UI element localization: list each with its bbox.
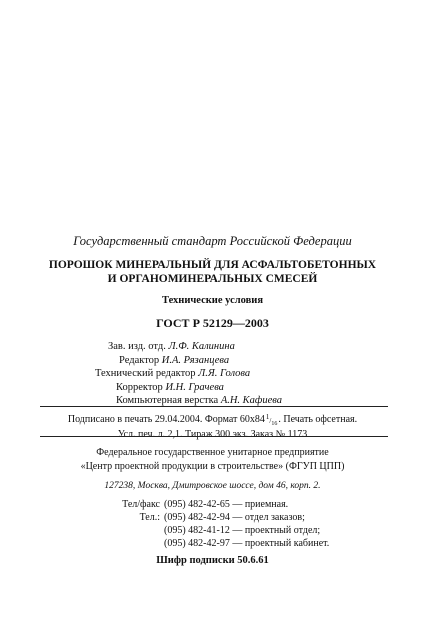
staff-name: Л.Я. Голова xyxy=(198,368,251,379)
divider-bottom xyxy=(40,436,388,437)
staff-name: И.Н. Грачева xyxy=(165,381,224,393)
print-signed-line xyxy=(0,414,425,427)
print-run-line: Усл. печ. л. 2,1. Тираж 300 экз. Заказ № 1173 xyxy=(117,429,308,440)
gost-number: ГОСТ Р 52129—2003 xyxy=(156,316,269,330)
staff-row xyxy=(108,342,282,356)
format-numerator: 1 xyxy=(265,413,270,421)
phone-value: (095) 482-42-94 — отдел заказов; xyxy=(164,512,305,523)
staff-role: Зав. изд. отд. xyxy=(108,341,166,352)
phone-value: (095) 482-42-97 — проектный кабинет. xyxy=(164,538,330,549)
phone-list xyxy=(108,500,329,552)
phone-label: Тел.: xyxy=(139,512,160,523)
format-fraction: $^1/_{16}$ xyxy=(265,413,278,427)
staff-row xyxy=(108,383,282,397)
staff-credits xyxy=(95,341,283,410)
staff-role: Компьютерная верстка xyxy=(116,395,219,406)
phone-label: Тел/факс xyxy=(122,499,160,510)
staff-role: Редактор xyxy=(119,354,160,366)
publisher-address: 127238, Москва, Дмитровское шоссе, дом 46, корп. 2. xyxy=(104,481,321,491)
title-line-2: И ОРГАНОМИНЕРАЛЬНЫХ СМЕСЕЙ xyxy=(107,273,318,285)
phone-value: (095) 482-42-65 — приемная. xyxy=(164,499,289,510)
publisher-line-1: Федеральное государственное унитарное предприятие xyxy=(96,447,329,458)
print-signed-suffix: . Печать офсетная. xyxy=(278,414,358,425)
subscription-cipher: Шифр подписки 50.6.61 xyxy=(156,555,269,566)
staff-name: Л.Ф. Калинина xyxy=(168,341,235,352)
subtitle: Технические условия xyxy=(161,295,264,306)
divider-top xyxy=(40,406,388,407)
staff-name: И.А. Рязанцева xyxy=(161,354,230,366)
staff-role: Технический редактор xyxy=(95,368,196,379)
format-denominator: 16 xyxy=(271,421,278,427)
staff-row xyxy=(108,356,282,370)
print-signed-prefix: Подписано в печать 29.04.2004. Формат 60x84 xyxy=(67,414,265,425)
standard-line: Государственный стандарт Российской Федерации xyxy=(73,234,352,248)
phone-row xyxy=(108,539,329,552)
staff-name: А.Н. Кафиева xyxy=(220,395,283,406)
title-line-1: ПОРОШОК МИНЕРАЛЬНЫЙ ДЛЯ АСФАЛЬТОБЕТОННЫХ xyxy=(48,259,377,271)
staff-row xyxy=(108,396,282,410)
staff-row xyxy=(95,369,282,383)
staff-role: Корректор xyxy=(116,381,163,393)
phone-value: (095) 482-41-12 — проектный отдел; xyxy=(164,525,321,536)
publisher-line-2: «Центр проектной продукции в строительстве» (ФГУП ЦПП) xyxy=(80,461,345,472)
